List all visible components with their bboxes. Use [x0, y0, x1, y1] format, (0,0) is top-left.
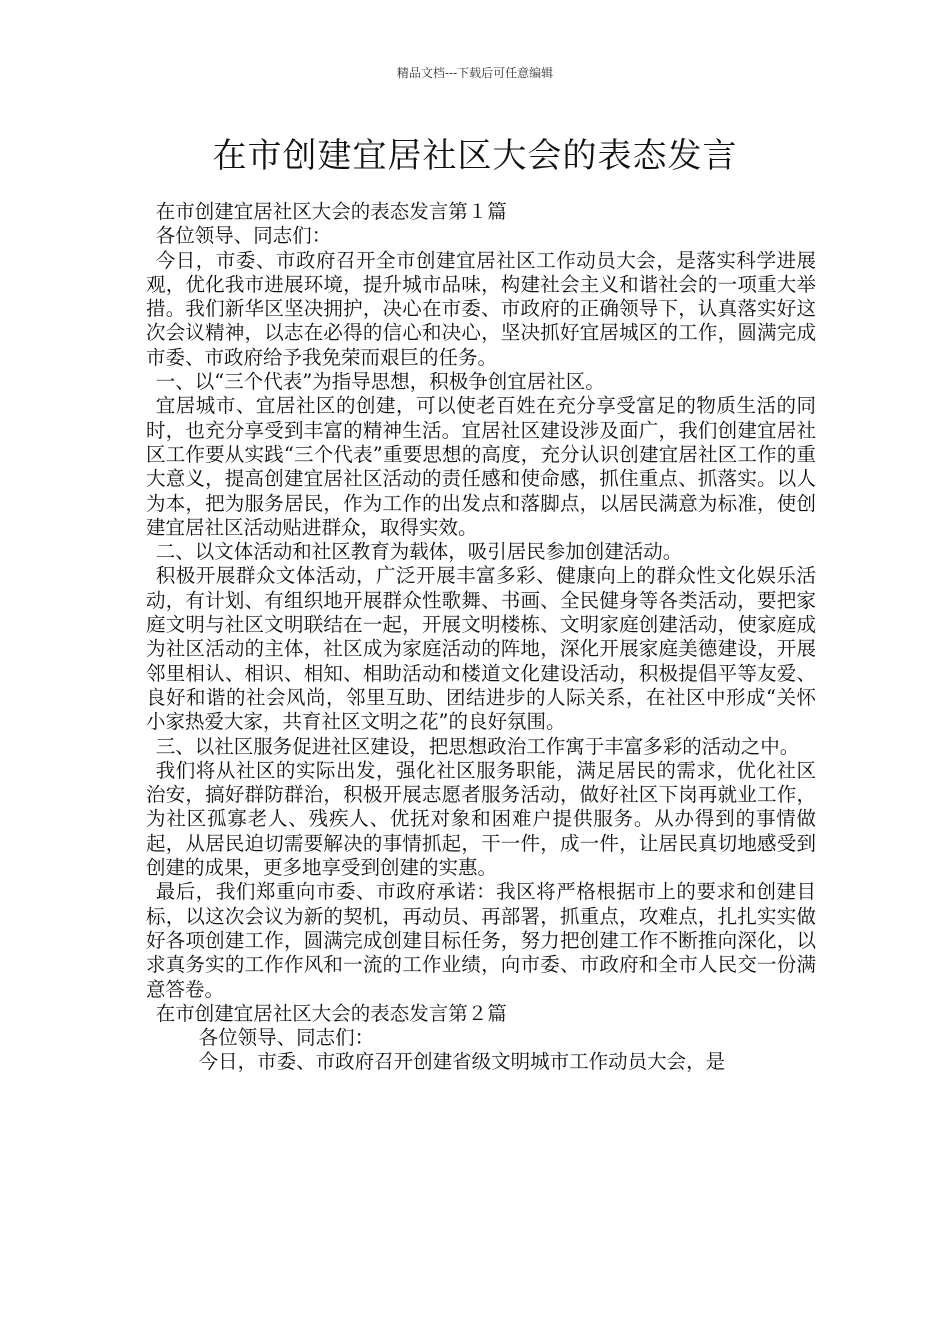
paragraph-point-3: 我们将从社区的实际出发，强化社区服务职能，满足居民的需求，优化社区治安，搞好群防群治，积极开展志愿者服务活动，做好社区下岗再就业工作，为社区孤寡老人、残疾人、优抚对象和困难户提供服务。从办得到的事情做起，从居民迫切需要解决的事情抓起，干一件，成一件，让居民真切地感受到创建的成果，更多地享受到创建的实惠。 — [146, 758, 816, 880]
section-heading-1: 在市创建宜居社区大会的表态发言第１篇 — [155, 200, 507, 223]
paragraph-section-2-intro: 今日，市委、市政府召开创建省级文明城市工作动员大会，是 — [198, 1050, 726, 1074]
header-note: 精品文档---下载后可任意编辑 — [396, 66, 554, 80]
paragraph-point-2: 积极开展群众文体活动，广泛开展丰富多彩、健康向上的群众性文化娱乐活动，有计划、有组织地开展群众性歌舞、书画、全民健身等各类活动，要把家庭文明与社区文明联结在一起，开展文明楼栋、文明家庭创建活动，使家庭成为社区活动的主体，社区成为家庭活动的阵地，深化开展家庭美德建设，开展邻里相认、相识、相知、相助活动和楼道文化建设活动，积极提倡平等友爱、良好和谐的社会风尚，邻里互助、团结进步的人际关系，在社区中形成“关怀小家热爱大家，共育社区文明之花”的良好氛围。 — [146, 564, 816, 734]
paragraph-conclusion: 最后，我们郑重向市委、市政府承诺：我区将严格根据市上的要求和创建目标，以这次会议为新的契机，再动员、再部署，抓重点，攻难点，扎扎实实做好各项创建工作，圆满完成创建目标任务，努力把创建工作不断推向深化，以求真务实的工作作风和一流的工作业绩，向市委、市政府和全市人民交一份满意答卷。 — [146, 880, 816, 1001]
salutation: 各位领导、同志们： — [155, 224, 332, 248]
salutation-2: 各位领导、同志们： — [198, 1026, 375, 1050]
point-heading-2: 二、以文体活动和社区教育为载体，吸引居民参加创建活动。 — [155, 540, 683, 564]
point-heading-1: 一、以“三个代表”为指导思想，积极争创宜居社区。 — [155, 370, 605, 394]
paragraph-intro: 今日，市委、市政府召开全市创建宜居社区工作动员大会，是落实科学进展观，优化我市进展环境，提升城市品味，构建社会主义和谐社会的一项重大举措。我们新华区坚决拥护，决心在市委、市政府的正确领导下，认真落实好这次会议精神，以志在必得的信心和决心，坚决抓好宜居城区的工作，圆满完成市委、市政府给予我免荣而艰巨的任务。 — [146, 248, 816, 369]
paragraph-point-1: 宜居城市、宜居社区的创建，可以使老百姓在充分享受富足的物质生活的同时，也充分享受到丰富的精神生活。宜居社区建设涉及面广，我们创建宜居社区工作要从实践“三个代表”重要思想的高度，充分认识创建宜居社区工作的重大意义，提高创建宜居社区活动的责任感和使命感，抓住重点、抓落实。以人为本，把为服务居民，作为工作的出发点和落脚点，以居民满意为标准，使创建宜居社区活动贴进群众，取得实效。 — [146, 394, 816, 539]
document-body — [146, 200, 816, 1075]
document-title: 在市创建宜居社区大会的表态发言 — [212, 136, 738, 176]
point-heading-3: 三、以社区服务促进社区建设，把思想政治工作寓于丰富多彩的活动之中。 — [155, 734, 800, 758]
section-heading-2: 在市创建宜居社区大会的表态发言第２篇 — [155, 1001, 507, 1025]
